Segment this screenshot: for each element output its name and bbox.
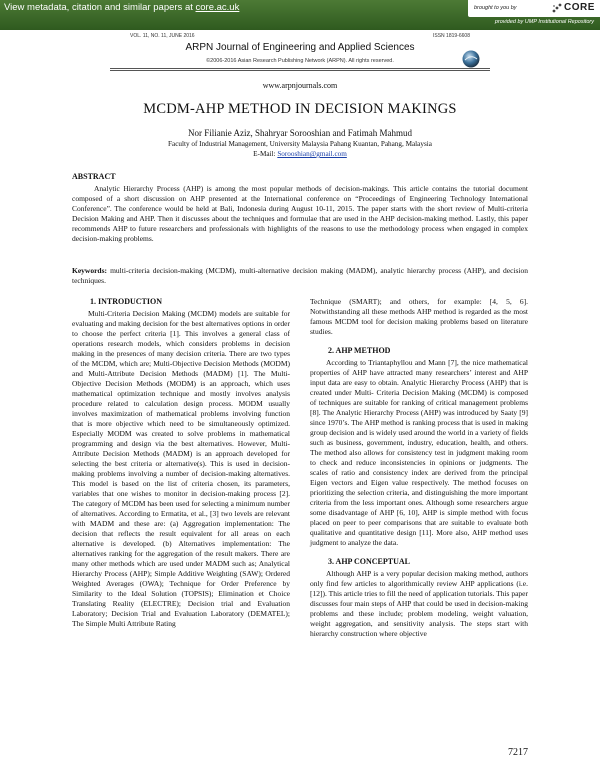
brought-to-you-label: brought to you by	[474, 5, 517, 11]
email-label: E-Mail:	[253, 150, 278, 158]
email-line	[0, 150, 600, 158]
introduction-continued: Technique (SMART); and others, for example: [4, 5, 6]. Notwithstanding all these methods AHP method is regarded as the most famous MCDM tool for decision making problems based on literature studies.	[310, 297, 528, 336]
page-number: 7217	[508, 747, 528, 758]
left-column	[72, 297, 290, 629]
core-domain-link[interactable]: core.ac.uk	[195, 2, 240, 13]
ahp-method-text: According to Triantaphyllou and Mann [7], the nice mathematical properties of AHP have attracted many researchers’ interest and AHP input data are easy to obtain. Analytic Hierarchy Process (AHP) that is created under Multi- Criteria Decision Making (MCDM) is composed of techniques are suitable for ranking of critical management problems [8]. The Analytic Hierarchy Process (AHP) was introduced by Saaty [9] since 1970’s. The AHP method is ranking process that is used in making group decision and is widely used around the world in a variety of fields such as business, government, industry, education, health, and others. The method also allows for consistency test in judgment making room to check and reduce inconsistencies in opinions or judgments. The scales of ratio and consistency index are derived from the principal Eigen vectors and Eigen value respectively. The method focuses on prioritizing the selection criteria, and distinguishing the more important criteria from the less important ones. Although some researchers argue some disadvantage of AHP [6, 10], AHP is simple method with focus placed on peer to peer comparisons that are suitable to evaluate both qualitative and quantitative design [11]. More also, AHP method uses judgment to analyze the data.	[310, 358, 528, 547]
section-heading-ahp-conceptual: 3. AHP CONCEPTUAL	[328, 557, 411, 566]
section-heading-ahp-method: 2. AHP METHOD	[328, 346, 391, 355]
volume-info: VOL. 11, NO. 11, JUNE 2016	[130, 33, 195, 39]
copyright-notice: ©2006-2016 Asian Research Publishing Network (ARPN). All rights reserved.	[206, 58, 394, 64]
core-brand: CORE	[564, 2, 595, 13]
issn: ISSN 1819-6608	[433, 33, 470, 39]
email-link[interactable]: Sorooshian@gmail.com	[277, 150, 347, 158]
header-rule	[110, 70, 490, 71]
core-top-bar	[0, 0, 600, 30]
keywords-text: multi-criteria decision-making (MCDM), multi-alternative decision making (MADM), analytic hierarchy process (AHP), and decision techniques.	[72, 266, 528, 285]
journal-website: www.arpnjournals.com	[262, 81, 338, 90]
authors: Nor Filianie Aziz, Shahryar Sorooshian and Fatimah Mahmud	[188, 128, 412, 138]
keywords-label: Keywords:	[72, 266, 107, 275]
abstract-heading: ABSTRACT	[72, 172, 116, 181]
right-column	[310, 297, 528, 639]
ahp-conceptual-text: Although AHP is a very popular decision making method, authors only find few articles to algorithmically review AHP applications (i.e. [12]). This article tries to fill the need of application tutorials. This paper discusses four main steps of AHP that could be used in decision-making problems and these include; problem modeling, weight valuation, weight aggregation, and sensitivity analysis. The steps start with hierarchy construction where objective	[310, 569, 528, 638]
header-rule	[110, 68, 490, 69]
section-heading-introduction: 1. INTRODUCTION	[90, 297, 163, 306]
paper-title: MCDM-AHP METHOD IN DECISION MAKINGS	[143, 101, 457, 117]
abstract-text: Analytic Hierarchy Process (AHP) is among the most popular methods of decision-makings. This article contains the tutorial document composed of a short discussion on AHP presented at the International conference on “Proceedings of Engineering Technology International Conference”. The conference would be held at Bali, Indonesia during August 10-11, 2015. The paper starts with the short review of Multi-criteria Decision Making and AHP. Then it discusses about the techniques and formulae that are used in the AHP decision-making method. Lastly, this paper recommends AHP to future researchers and professionals with highlights of the reasons to use the methodology process when engaged in complex decision-making problems.	[72, 184, 528, 243]
introduction-text: Multi-Criteria Decision Making (MCDM) models are suitable for evaluating and making decision for the best alternatives options in order to choose the perfect criteria [1]. This involves a general class of operations research models, which considers problems in decision making in the presences of many decision criteria. There are two types of the MCDM, which are; Multi-Objective Decision Methods (MODM) and Multi-Attribute Decision Methods (MADM) [1]. The Multi-Objective Decision Methods (MODM) is an approach, which uses mathematical optimization technique and mostly involves analysis procedure related to calculation design process. MODM usually involves maximization of mathematical problems involving function that is more objective which need to be simultaneously optimized. Especially MODM was created to solve problems in mathematical programming and design via the best alternatives. However, Multi-Attribute Decision Methods (MADM) is an approach developed for selecting the best criteria or alternative(s). This is used in decision-making problems involving a number of decision-making alternatives. This model is based on the list of criteria chosen, its parameters, variables that one wishes to monitor in decision-making process [2]. The category of MCDM has been used for selecting a minimum number of alternatives. According to Ermatita, et al., [3] two levels are relevant with MADM and these are: (a) Aggregation implementation: The decision that reflects the result equivalent for all areas on each alternative is developed. (b) Alternatives implementation: The alternatives ranking for the aggregation of the result makers. There are many other methods which are used under MADM such as; Analytical Hierarchy Process (AHP); Simple Additive Weighting (SAW); Ordered Weighted Averages (OWA); Technique for Order Preference by Similarity to the Ideal Solution (TOPSIS); Elimination et Choice Translating Reality (ELECTRE); Decision trial and Evaluation Laboratory; Decision Trial and Evaluation Laboratory (DEMATEL); The Simple Multi Attribute Rating	[72, 309, 290, 628]
core-logo-icon	[552, 3, 562, 13]
affiliation: Faculty of Industrial Management, University Malaysia Pahang Kuantan, Pahang, Malaysia	[168, 140, 432, 148]
arpn-logo-icon	[462, 50, 480, 68]
core-badge[interactable]	[468, 0, 600, 17]
provided-by-label: provided by UMP Institutional Repository	[494, 19, 594, 25]
metadata-link-text: View metadata, citation and similar papers at	[4, 2, 196, 13]
metadata-link[interactable]	[4, 2, 239, 13]
journal-title: ARPN Journal of Engineering and Applied Sciences	[185, 42, 415, 53]
keywords	[72, 266, 528, 286]
